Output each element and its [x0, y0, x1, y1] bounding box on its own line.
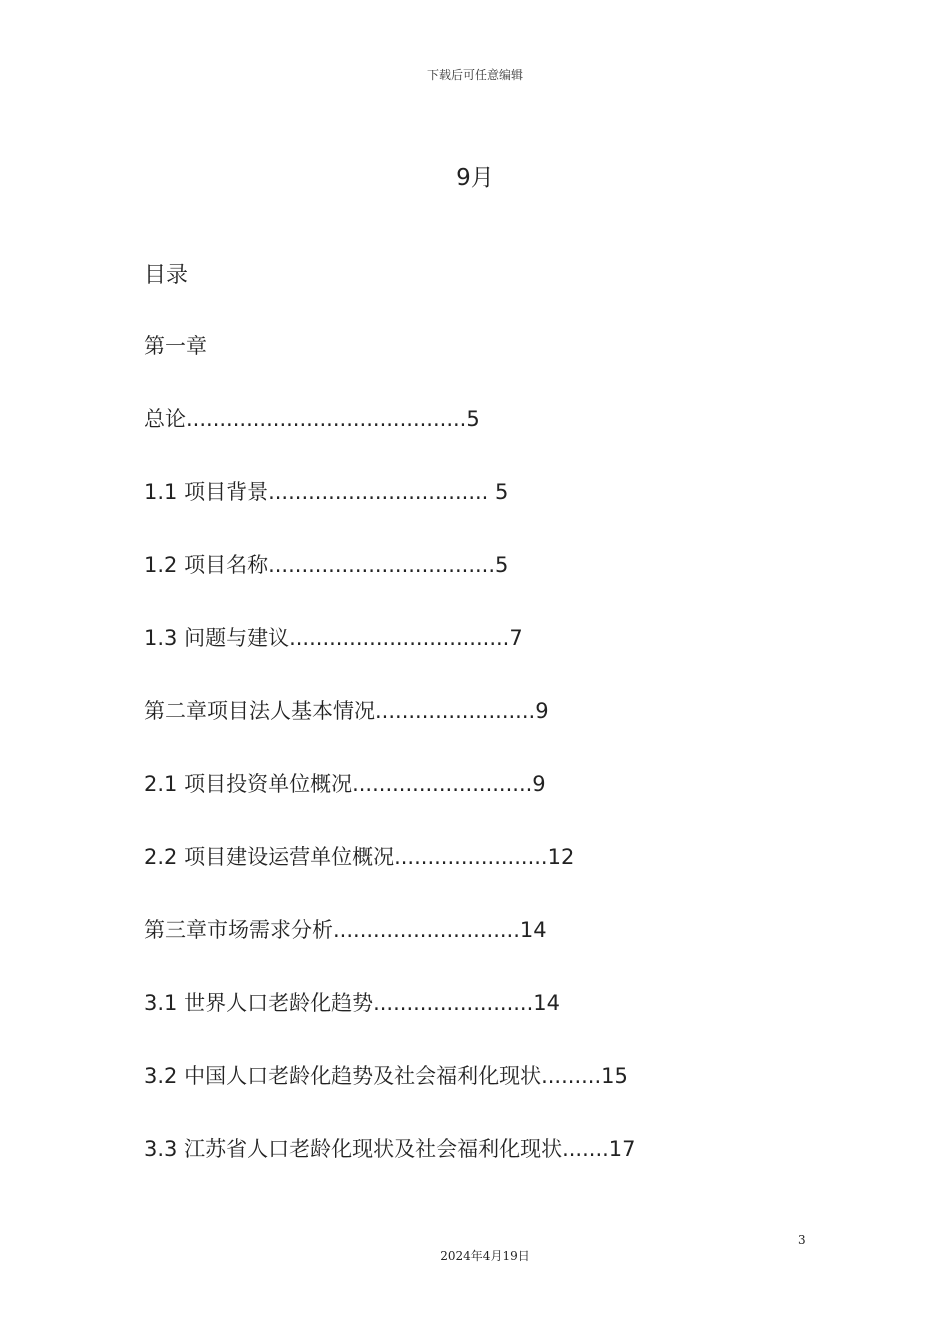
toc-item-1-1[interactable]: 1.1 项目背景................................. 5 [144, 480, 509, 504]
toc-item-3-3[interactable]: 3.3 江苏省人口老龄化现状及社会福利化现状.......17 [144, 1137, 636, 1161]
toc-item-3-1[interactable]: 3.1 世界人口老龄化趋势........................14 [144, 991, 561, 1015]
toc-list [144, 331, 636, 1207]
toc-item-chapter-1[interactable]: 第一章 [144, 334, 207, 358]
page-header: 下载后可任意编辑 [426, 68, 523, 82]
toc-heading: 目录 [144, 263, 189, 288]
toc-item-1-2[interactable]: 1.2 项目名称..................................5 [144, 553, 509, 577]
page-number: 3 [798, 1233, 806, 1247]
toc-item-general-overview[interactable]: 总论..........................................5 [144, 407, 480, 431]
toc-item-1-3[interactable]: 1.3 问题与建议.................................7 [144, 626, 523, 650]
toc-item-chapter-3[interactable]: 第三章市场需求分析............................14 [144, 918, 547, 942]
toc-item-2-2[interactable]: 2.2 项目建设运营单位概况.......................12 [144, 845, 575, 869]
toc-item-chapter-2[interactable]: 第二章项目法人基本情况........................9 [144, 699, 549, 723]
toc-item-2-1[interactable]: 2.1 项目投资单位概况...........................9 [144, 772, 546, 796]
page-footer-date: 2024年4月19日 [440, 1249, 530, 1263]
toc-item-3-2[interactable]: 3.2 中国人口老龄化趋势及社会福利化现状.........15 [144, 1064, 628, 1088]
month-title: 9月 [456, 165, 494, 191]
